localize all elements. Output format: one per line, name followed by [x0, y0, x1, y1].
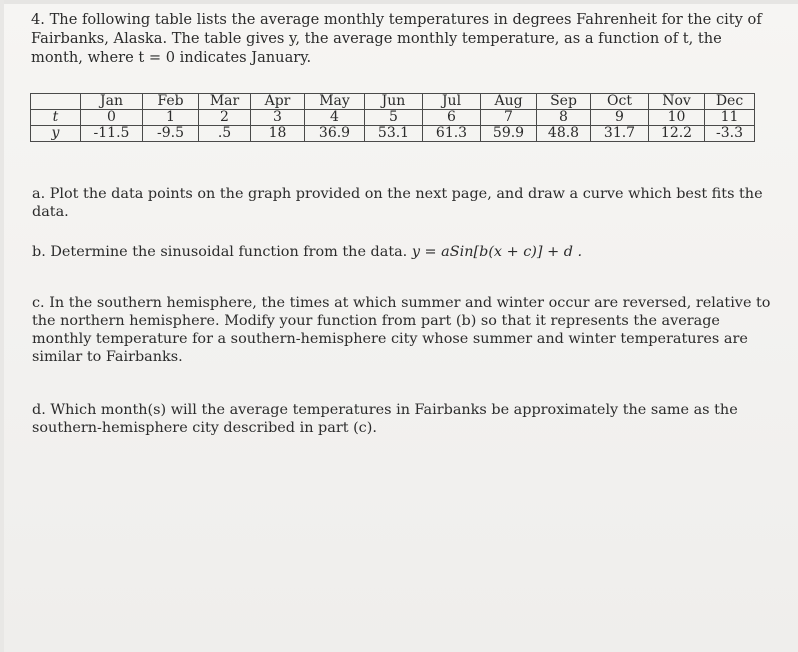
table-cell [31, 94, 81, 110]
table-cell: Aug [481, 94, 537, 110]
problem-intro-text: The following table lists the average monthly temperatures in degrees Fahrenheit for the city of Fairbanks, Alaska. The table gives y, the average monthly temperature, as a function of t, the month, where t = 0 indicates January. [31, 11, 762, 66]
table-row-t [31, 110, 755, 126]
table-cell: 36.9 [305, 126, 365, 142]
table-cell: Dec [705, 94, 755, 110]
table-cell: 4 [305, 110, 365, 126]
table-cell: t [31, 110, 81, 126]
question-b-text: b. Determine the sinusoidal function from the data. [32, 244, 408, 260]
question-a: a. Plot the data points on the graph provided on the next page, and draw a curve which best fits the data. [32, 186, 763, 220]
table-cell: 7 [481, 110, 537, 126]
table-cell: 53.1 [365, 126, 423, 142]
table-cell: 59.9 [481, 126, 537, 142]
table-cell: 10 [649, 110, 705, 126]
table-row-months [31, 94, 755, 110]
table-cell: Feb [143, 94, 199, 110]
table-cell: 31.7 [591, 126, 649, 142]
table-cell: Apr [251, 94, 305, 110]
page-edge-left [0, 0, 4, 652]
question-b [32, 243, 772, 261]
table-cell: 61.3 [423, 126, 481, 142]
table-cell: -9.5 [143, 126, 199, 142]
table-cell: 18 [251, 126, 305, 142]
table-cell: 0 [81, 110, 143, 126]
table-cell: 1 [143, 110, 199, 126]
table-cell: Oct [591, 94, 649, 110]
table-row-y [31, 126, 755, 142]
table-cell: 9 [591, 110, 649, 126]
table-cell: 6 [423, 110, 481, 126]
table-cell: 48.8 [537, 126, 591, 142]
table-cell: y [31, 126, 81, 142]
table-cell: May [305, 94, 365, 110]
problem-number: 4. [31, 11, 45, 28]
table-cell: .5 [199, 126, 251, 142]
table-cell: 3 [251, 110, 305, 126]
problem-intro [31, 10, 771, 67]
table-cell: Jan [81, 94, 143, 110]
table-cell: Nov [649, 94, 705, 110]
table-cell: 5 [365, 110, 423, 126]
table-cell: -3.3 [705, 126, 755, 142]
table-cell: Mar [199, 94, 251, 110]
question-c: c. In the southern hemisphere, the times at which summer and winter occur are reversed, relative to the northern hemisphere. Modify your function from part (b) so that it represents the average monthly temperature for a southern-hemisphere city whose summer and winter temperatures are similar to Fairbanks. [32, 295, 771, 365]
table-cell: 12.2 [649, 126, 705, 142]
table-cell: 11 [705, 110, 755, 126]
table-cell: Jun [365, 94, 423, 110]
temperature-table [30, 93, 755, 142]
table-cell: 2 [199, 110, 251, 126]
table-cell: Sep [537, 94, 591, 110]
question-b-formula: y = aSin[b(x + c)] + d . [411, 244, 583, 260]
table-cell: 8 [537, 110, 591, 126]
page-edge-top [0, 0, 798, 4]
table-cell: -11.5 [81, 126, 143, 142]
question-d: d. Which month(s) will the average temperatures in Fairbanks be approximately the same as the southern-hemisphere city described in part (c). [32, 402, 738, 436]
table-cell: Jul [423, 94, 481, 110]
